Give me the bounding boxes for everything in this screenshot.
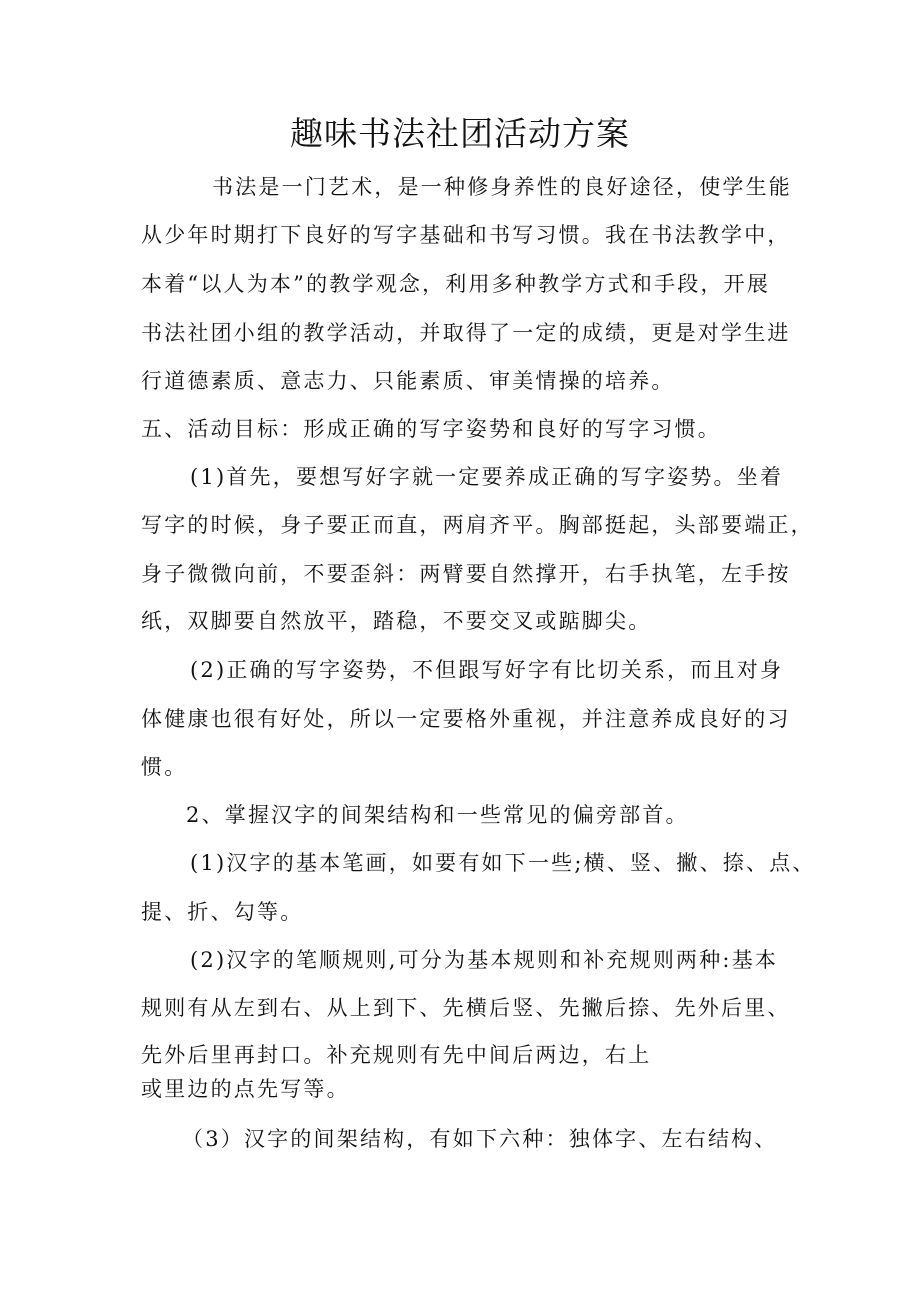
- body-line: 从少年时期打下良好的写字基础和书写习惯。我在书法教学中，: [141, 223, 791, 247]
- body-line: 行道德素质、意志力、只能素质、审美情操的培养。: [141, 369, 675, 393]
- document-title: 趣味书法社团活动方案: [290, 114, 630, 153]
- body-line: (1)首先，要想写好字就一定要养成正确的写字姿势。坐着: [190, 465, 784, 489]
- body-line: 书法是一门艺术，是一种修身养性的良好途径，使学生能: [212, 175, 792, 199]
- body-line: 惯。: [141, 755, 188, 779]
- section-heading: 2、掌握汉字的间架结构和一些常见的偏旁部首。: [186, 803, 689, 827]
- body-line: 先外后里再封口。补充规则有先中间后两边，右上: [141, 1043, 652, 1067]
- body-line: 写字的时候，身子要正而直，两肩齐平。胸部挺起，头部要端正，: [141, 513, 814, 537]
- body-line: 规则有从左到右、从上到下、先横后竖、先撇后捺、先外后里、: [141, 996, 791, 1020]
- body-line: (2)汉字的笔顺规则,可分为基本规则和补充规则两种:基本: [190, 948, 779, 972]
- body-line: 纸，双脚要自然放平，踏稳，不要交叉或踮脚尖。: [141, 609, 652, 633]
- body-line: (2)正确的写字姿势，不但跟写好字有比切关系，而且对身: [190, 658, 784, 682]
- body-line: (1)汉字的基本笔画，如要有如下一些;横、竖、撇、捺、点、: [190, 851, 816, 875]
- body-line: 体健康也很有好处，所以一定要格外重视，并注意养成良好的习: [141, 707, 791, 731]
- body-line: 书法社团小组的教学活动，并取得了一定的成绩，更是对学生进: [141, 321, 791, 345]
- body-line: 身子微微向前，不要歪斜：两臂要自然撑开，右手执笔，左手按: [141, 562, 791, 586]
- body-line: 本着“以人为本”的教学观念，利用多种教学方式和手段，开展: [141, 272, 771, 296]
- body-line: （3）汉字的间架结构，有如下六种：独体字、左右结构、: [182, 1127, 778, 1151]
- body-line: 提、折、勾等。: [141, 900, 304, 924]
- body-line: 或里边的点先写等。: [141, 1077, 350, 1101]
- section-heading: 五、活动目标：形成正确的写字姿势和良好的写字习惯。: [141, 417, 721, 441]
